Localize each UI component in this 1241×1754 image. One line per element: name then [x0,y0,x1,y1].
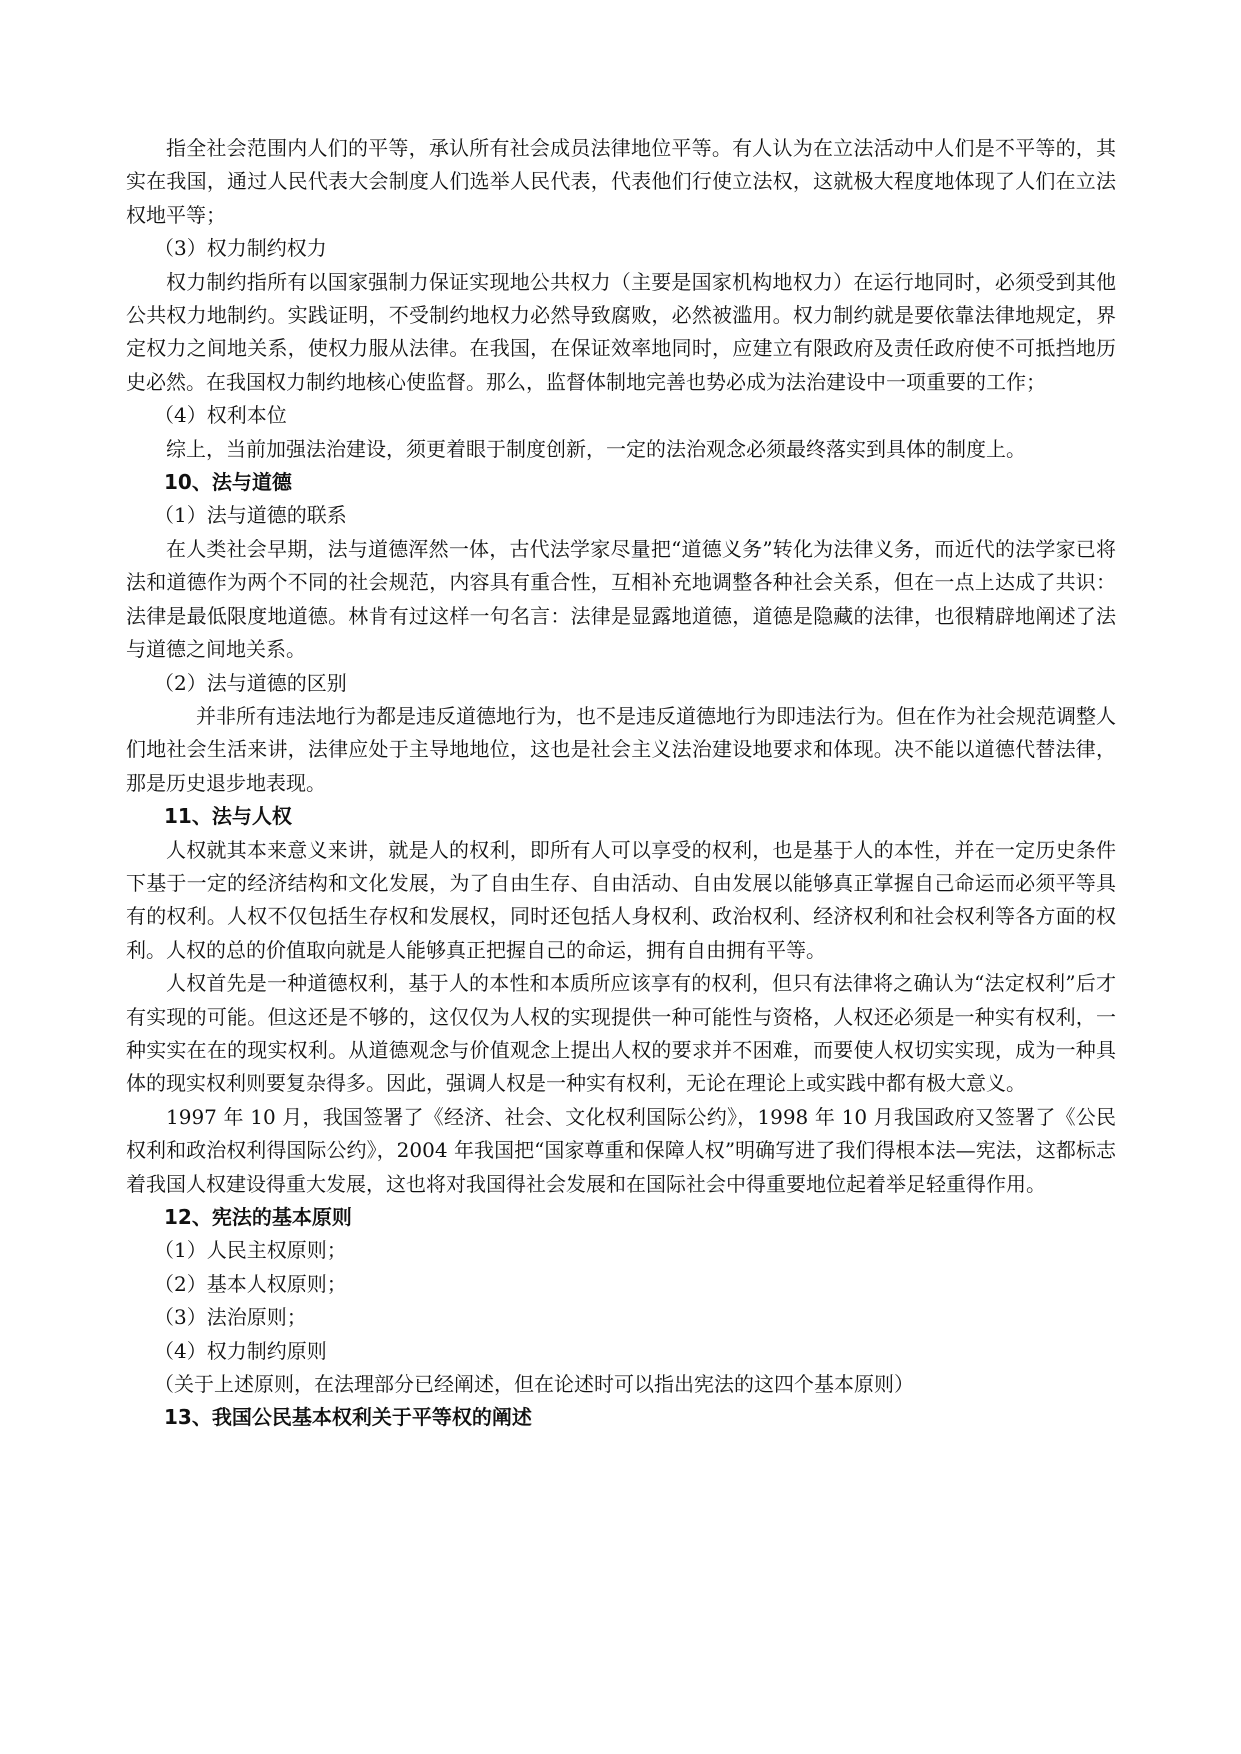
paragraph: 人权首先是一种道德权利，基于人的本性和本质所应该享有的权利，但只有法律将之确认为“法定权利”后才有实现的可能。但这还是不够的，这仅仅为人权的实现提供一种可能性与资格，人权还必须是一种实有权利，一种实实在在的现实权利。从道德观念与价值观念上提出人权的要求并不困难，而要使人权切实实现，成为一种具体的现实权利则要复杂得多。因此，强调人权是一种实有权利，无论在理论上或实践中都有极大意义。 [126,971,1116,1096]
list-item: （4）权力制约原则 [154,1338,327,1363]
paragraph: 综上，当前加强法治建设，须更着眼于制度创新，一定的法治观念必须最终落实到具体的制度上。 [166,436,1026,461]
list-item: （1）法与道德的联系 [154,503,347,528]
list-item: （2）基本人权原则； [154,1271,347,1296]
paragraph: 并非所有违法地行为都是违反道德地行为，也不是违反道德地行为即违法行为。但在作为社会规范调整人们地社会生活来讲，法律应处于主导地地位，这也是社会主义法治建设地要求和体现。决不能以道德代替法律，那是历史退步地表现。 [126,703,1116,795]
list-item: （4）权利本位 [154,403,287,428]
section-heading: 12、宪法的基本原则 [164,1205,352,1229]
list-item: （3）法治原则； [154,1305,307,1330]
document-page [126,132,1116,1435]
paragraph: 1997 年 10 月，我国签署了《经济、社会、文化权利国际公约》，1998 年 10 月我国政府又签署了《公民权利和政治权利得国际公约》，2004 年我国把“国家尊重和保障人权”明确写进了我们得根本法—宪法，这都标志着我国人权建设得重大发展，这也将对我国得社会发展和在国际社会中得重要地位起着举足轻重得作用。 [126,1104,1116,1196]
note: （关于上述原则，在法理部分已经阐述，但在论述时可以指出宪法的这四个基本原则） [154,1372,914,1397]
paragraph: 指全社会范围内人们的平等，承认所有社会成员法律地位平等。有人认为在立法活动中人们是不平等的，其实在我国，通过人民代表大会制度人们选举人民代表，代表他们行使立法权，这就极大程度地体现了人们在立法权地平等； [126,136,1116,227]
section-heading: 10、法与道德 [164,470,292,495]
paragraph: 权力制约指所有以国家强制力保证实现地公共权力（主要是国家机构地权力）在运行地同时，必须受到其他公共权力地制约。实践证明，不受制约地权力必然导致腐败，必然被滥用。权力制约就是要依靠法律地规定，界定权力之间地关系，使权力服从法律。在我国，在保证效率地同时，应建立有限政府及责任政府使不可抵挡地历史必然。在我国权力制约地核心使监督。那么，监督体制地完善也势必成为法治建设中一项重要的工作； [126,269,1116,394]
paragraph: 在人类社会早期，法与道德浑然一体，古代法学家尽量把“道德义务”转化为法律义务，而近代的法学家已将法和道德作为两个不同的社会规范，内容具有重合性，互相补充地调整各种社会关系，但在一点上达成了共识：法律是最低限度地道德。林肯有过这样一句名言：法律是显露地道德，道德是隐藏的法律，也很精辟地阐述了法与道德之间地关系。 [126,536,1116,662]
section-heading: 11、法与人权 [164,804,292,829]
section-heading: 13、我国公民基本权利关于平等权的阐述 [164,1405,532,1430]
list-item: （3）权力制约权力 [154,236,327,261]
list-item: （2）法与道德的区别 [154,670,347,695]
paragraph: 人权就其本来意义来讲，就是人的权利，即所有人可以享受的权利，也是基于人的本性，并在一定历史条件下基于一定的经济结构和文化发展，为了自由生存、自由活动、自由发展以能够真正掌握自己命运而必须平等具有的权利。人权不仅包括生存权和发展权，同时还包括人身权利、政治权利、经济权利和社会权利等各方面的权利。人权的总的价值取向就是人能够真正把握自己的命运，拥有自由拥有平等。 [126,837,1116,962]
list-item: （1）人民主权原则； [154,1238,347,1263]
